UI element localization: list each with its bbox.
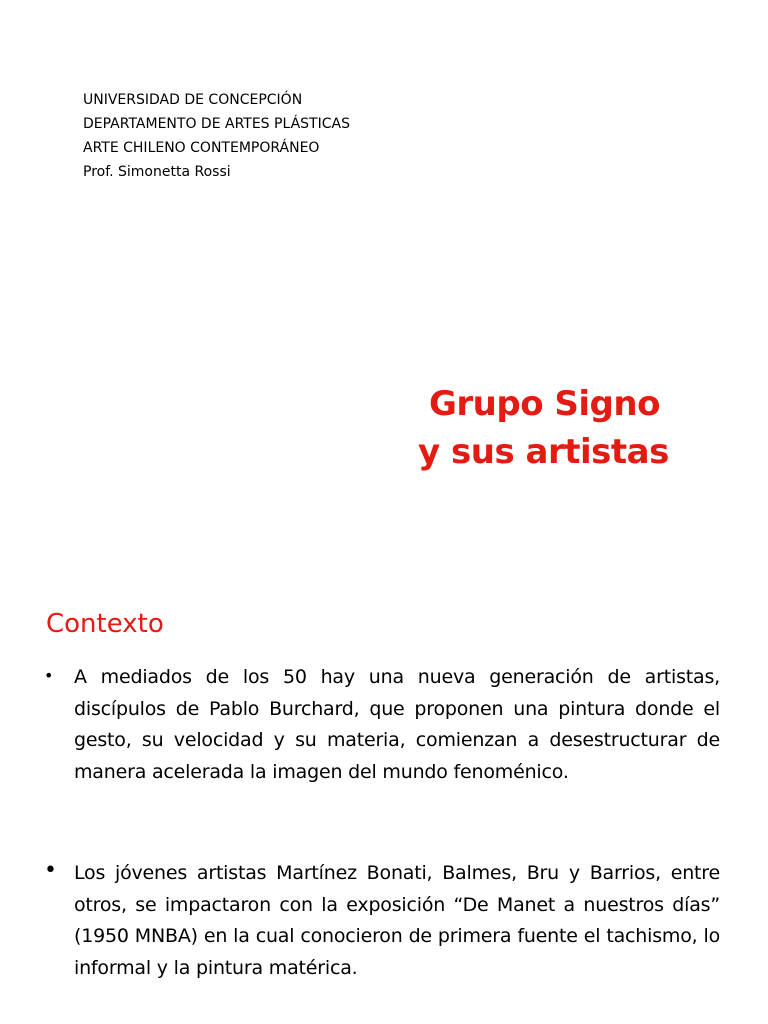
header-department: DEPARTAMENTO DE ARTES PLÁSTICAS	[83, 116, 350, 132]
bullet-text: A mediados de los 50 hay una nueva generación de artistas, discípulos de Pablo Burchard, que proponen una pintura donde el gesto, su velocidad y su materia, comienzan a desestructurar de manera acelerada la imagen del mundo fenoménico.	[74, 666, 720, 783]
bullet-icon: •	[44, 666, 54, 685]
header-professor: Prof. Simonetta Rossi	[83, 164, 231, 180]
header-course: ARTE CHILENO CONTEMPORÁNEO	[83, 140, 320, 156]
title-line-2: y sus artistas	[418, 432, 669, 472]
section-heading: Contexto	[46, 609, 164, 639]
institution-header	[83, 88, 503, 184]
bullet-text: Los jóvenes artistas Martínez Bonati, Balmes, Bru y Barrios, entre otros, se impactaron con la exposición “De Manet a nuestros días” (1950 MNBA) en la cual conocieron de primera fuente el tachismo, lo informal y la pintura matérica.	[74, 862, 720, 979]
header-university: UNIVERSIDAD DE CONCEPCIÓN	[83, 92, 303, 108]
title-line-1: Grupo Signo	[429, 384, 660, 424]
page-title	[418, 380, 738, 476]
bullet-icon: •	[44, 858, 57, 883]
